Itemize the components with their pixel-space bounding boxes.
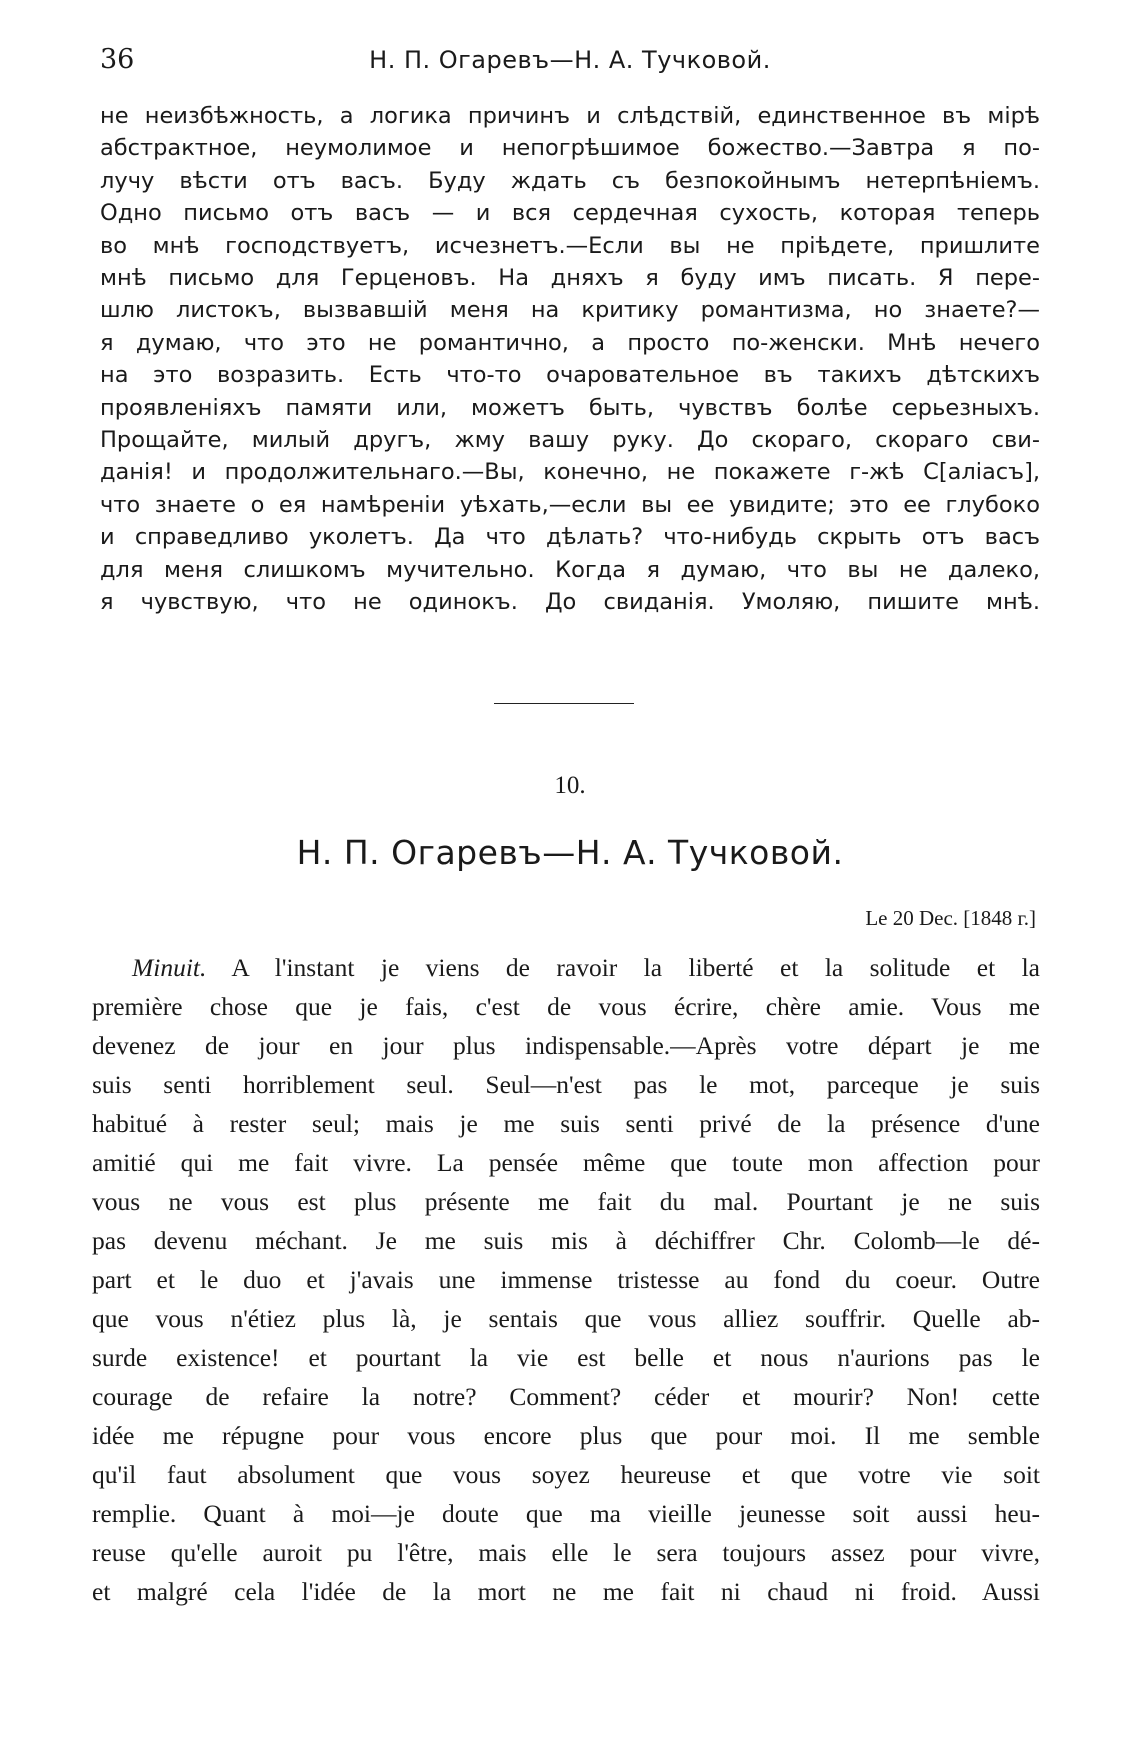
text-line: courage de refaire la notre? Comment? céder et mourir? Non! cette [92, 1382, 1040, 1411]
text-line: et malgré cela l'idée de la mort ne me fait ni chaud ni froid. Aussi [92, 1577, 1040, 1606]
text-line: habitué à rester seul; mais je me suis senti privé de la présence d'une [92, 1109, 1040, 1138]
text-line: абстрактное, неумолимое и непогрѣшимое божество.—Завтра я по- [100, 135, 1040, 162]
opening-word: Minuit. [132, 953, 207, 982]
running-head [100, 44, 1040, 84]
text-line: remplie. Quant à moi—je doute que ma vieille jeunesse soit aussi heu- [92, 1499, 1040, 1528]
letter-number: 10. [554, 772, 586, 799]
text-line-first [92, 948, 1040, 987]
text-line: première chose que je fais, c'est de vous écrire, chère amie. Vous me [92, 992, 1040, 1021]
previous-letter-continuation [100, 100, 1040, 619]
page-number: 36 [100, 44, 135, 75]
text-line: шлю листокъ, вызвавшій меня на критику романтизма, но знаете?— [100, 297, 1040, 324]
text-line: reuse qu'elle auroit pu l'être, mais elle le sera toujours assez pour vivre, [92, 1538, 1040, 1567]
text-line: suis senti horriblement seul. Seul—n'est pas le mot, parceque je suis [92, 1070, 1040, 1099]
text-line: мнѣ письмо для Герценовъ. На дняхъ я буду имъ писать. Я пере- [100, 265, 1040, 292]
text-line: que vous n'étiez plus là, je sentais que vous alliez souffrir. Quelle ab- [92, 1304, 1040, 1333]
text-line: surde existence! et pourtant la vie est belle et nous n'aurions pas le [92, 1343, 1040, 1372]
text-line: и справедливо уколетъ. Да что дѣлать? что-нибудь скрыть отъ васъ [100, 524, 1040, 551]
text-line: pas devenu méchant. Je me suis mis à déchiffrer Chr. Colomb—le dé- [92, 1226, 1040, 1255]
letter-text [92, 948, 1040, 1611]
text-line: данія! и продолжительнаго.—Вы, конечно, не покажете г-жѣ С[аліасъ], [100, 459, 1040, 486]
text-line: Прощайте, милый другъ, жму вашу руку. До скораго, скораго сви- [100, 427, 1040, 454]
text-line: Одно письмо отъ васъ — и вся сердечная сухость, которая теперь [100, 200, 1040, 227]
text-line: что знаете о ея намѣреніи уѣхать,—если вы ее увидите; это ее глубоко [100, 491, 1040, 518]
text-line: не неизбѣжность, а логика причинъ и слѣдствій, единственное въ мірѣ [100, 103, 1040, 129]
text-line: qu'il faut absolument que vous soyez heureuse et que votre vie soit [92, 1460, 1040, 1489]
text-line: лучу вѣсти отъ васъ. Буду ждать съ безпокойнымъ нетерпѣніемъ. [100, 167, 1040, 194]
text-line: я думаю, что это не романтично, а просто по-женски. Мнѣ нечего [100, 329, 1040, 356]
text-line: я чувствую, что не одинокъ. До свиданія. Умоляю, пишите мнѣ. [100, 589, 1040, 616]
letter-date: Le 20 Dec. [1848 г.] [865, 906, 1036, 930]
running-title: Н. П. Огаревъ—Н. А. Тучковой. [369, 46, 771, 74]
text-line: проявленіяхъ памяти или, можетъ быть, чувствъ болѣе серьезныхъ. [100, 394, 1040, 421]
text-line: amitié qui me fait vivre. La pensée même que toute mon affection pour [92, 1148, 1040, 1177]
text-line: во мнѣ господствуетъ, исчезнетъ.—Если вы не пріѣдете, пришлите [100, 232, 1040, 259]
text-line: для меня слишкомъ мучительно. Когда я думаю, что вы не далеко, [100, 556, 1040, 583]
text-line: на это возразить. Есть что-то очаровательное въ такихъ дѣтскихъ [100, 362, 1040, 389]
text-line: part et le duo et j'avais une immense tristesse au fond du coeur. Outre [92, 1265, 1040, 1294]
section-divider [494, 703, 634, 704]
text-line: idée me répugne pour vous encore plus que pour moi. Il me semble [92, 1421, 1040, 1450]
text-line: devenez de jour en jour plus indispensable.—Après votre départ je me [92, 1031, 1040, 1060]
letter-heading: Н. П. Огаревъ—Н. А. Тучковой. [296, 833, 844, 872]
first-line-text: A l'instant je viens de ravoir la liberté et la solitude et la [206, 953, 1040, 982]
text-line: vous ne vous est plus présente me fait du mal. Pourtant je ne suis [92, 1187, 1040, 1216]
